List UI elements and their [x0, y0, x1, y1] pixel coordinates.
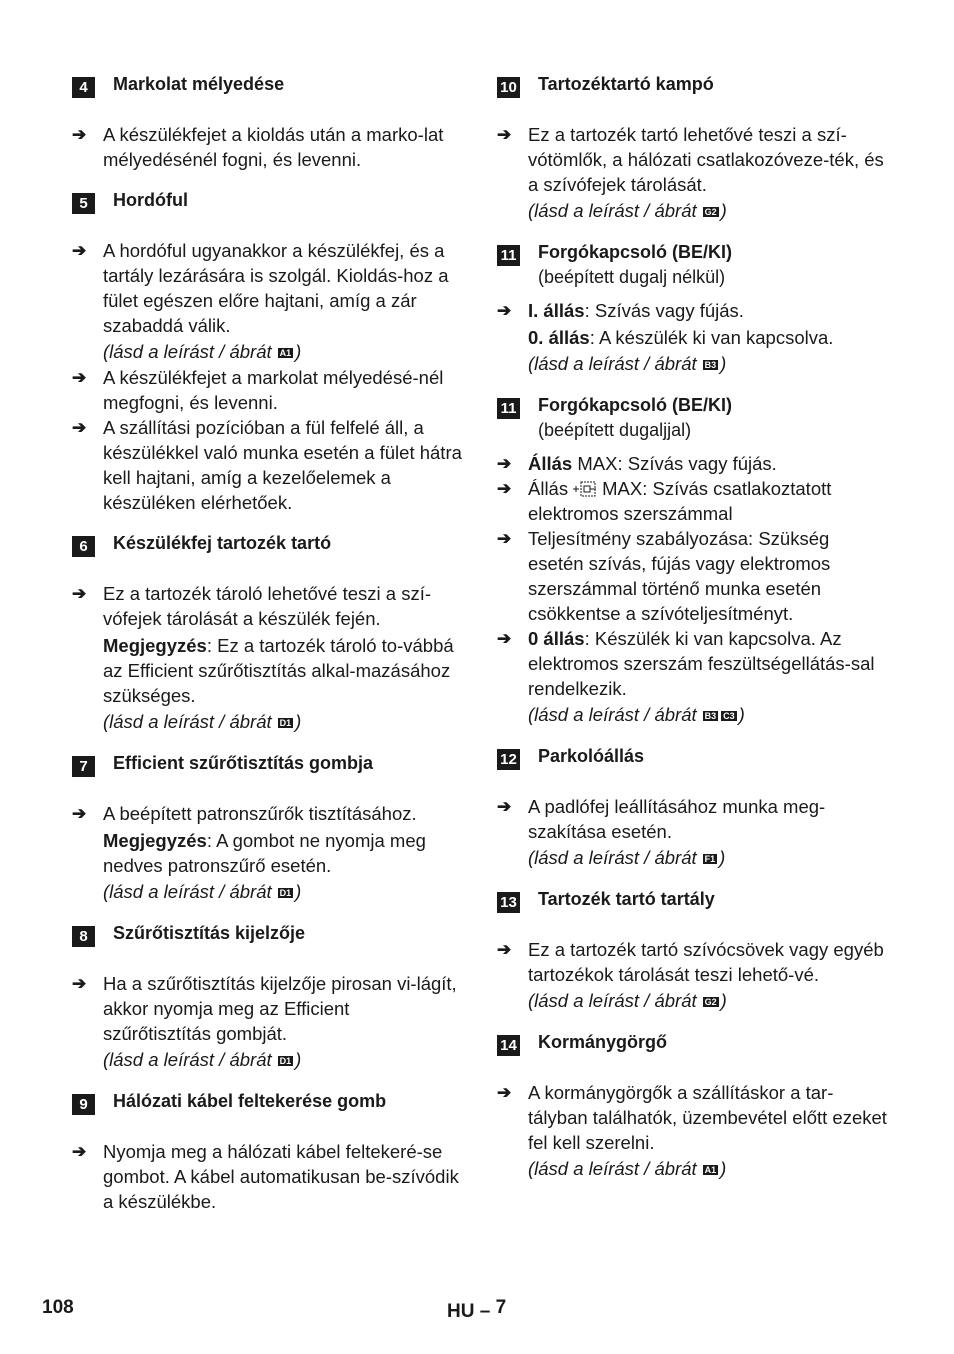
arrow-right-icon: ➔ [72, 418, 87, 437]
note: Megjegyzés: A gombot ne nyomja meg nedves patronszűrő esetén. [103, 830, 426, 876]
bullet-text: Állás MAX: Szívás vagy fújás. [528, 453, 777, 474]
section-number: 9 [72, 1094, 95, 1115]
section-number: 10 [497, 77, 520, 98]
section-number: 11 [497, 398, 520, 419]
figure-badge: D1 [279, 1056, 292, 1066]
figure-reference: (lásd a leírást / ábrát A1 ) [528, 1158, 727, 1179]
section-number: 8 [72, 926, 95, 947]
section-title: Szűrőtisztítás kijelzője [113, 923, 306, 943]
section-title: Készülékfej tartozék tartó [113, 533, 332, 553]
arrow-right-icon: ➔ [497, 479, 512, 498]
section-9 [72, 1087, 462, 1214]
figure-reference: (lásd a leírást / ábrát B3 C3 ) [528, 704, 745, 725]
arrow-right-icon: ➔ [72, 584, 87, 603]
section-title: Efficient szűrőtisztítás gombja [113, 753, 374, 773]
arrow-right-icon: ➔ [72, 125, 87, 144]
section-4 [72, 70, 462, 186]
bullet-text: A szállítási pozícióban a fül felfelé áll, a készülékkel való munka esetén a fület hátra kell hajtani, amíg a kezelőelemek a készüléken elérhetőek. [103, 417, 462, 513]
arrow-right-icon: ➔ [497, 529, 512, 548]
section-subtitle: (beépített dugalj nélkül) [538, 267, 726, 287]
section-number: 4 [72, 77, 95, 98]
section-12 [497, 742, 887, 885]
language-page-number: 7 [495, 1297, 507, 1318]
arrow-right-icon: ➔ [72, 368, 87, 387]
arrow-right-icon: ➔ [497, 940, 512, 959]
section-number: 11 [497, 245, 520, 266]
section-title: Forgókapcsoló (BE/KI) (beépített dugaljjal) [538, 393, 732, 443]
section-title: Markolat mélyedése [113, 74, 285, 94]
section-number: 7 [72, 756, 95, 777]
section-14 [497, 1028, 887, 1182]
section-8 [72, 919, 462, 1087]
section-number: 6 [72, 536, 95, 557]
section-title: Hálózati kábel feltekerése gomb [113, 1091, 387, 1111]
figure-badge: C3 [723, 711, 735, 721]
section-subtitle: (beépített dugaljjal) [538, 420, 692, 440]
figure-reference: (lásd a leírást / ábrát A1 ) [103, 341, 302, 362]
arrow-right-icon: ➔ [497, 301, 512, 320]
arrow-right-icon: ➔ [497, 125, 512, 144]
bullet-text: Állás MAX: Szívás csatlakoztatott elektromos szerszámmal [528, 478, 832, 524]
figure-reference: (lásd a leírást / ábrát F1 ) [528, 847, 726, 868]
language-page-label: HU – $^7$ [447, 1297, 507, 1322]
arrow-right-icon: ➔ [72, 1142, 87, 1161]
note: Megjegyzés: Ez a tartozék tároló to-vábbá az Efficient szűrőtisztítás alkal-mazásához szükséges. [103, 635, 454, 706]
bullet-text: A készülékfejet a kioldás után a marko-lat mélyedésénél fogni, és levenni. [103, 124, 444, 170]
section-number: 5 [72, 193, 95, 214]
arrow-right-icon: ➔ [497, 1083, 512, 1102]
arrow-right-icon: ➔ [72, 804, 87, 823]
section-title: Parkolóállás [538, 746, 645, 766]
figure-badge: D1 [279, 888, 292, 898]
section-title: Tartozék tartó tartály [538, 889, 715, 909]
figure-badge: B3 [704, 360, 717, 370]
arrow-right-icon: ➔ [72, 974, 87, 993]
bullet-text: Ez a tartozék tartó szívócsövek vagy egyéb tartozékok tárolását teszi lehető-vé. [528, 939, 884, 985]
bullet-text: Ez a tartozék tartó lehetővé teszi a szí-vótömlők, a hálózati csatlakozóveze-ték, és a szívófejek tárolását. [528, 124, 884, 195]
arrow-right-icon: ➔ [497, 629, 512, 648]
figure-badge: G2 [704, 997, 717, 1007]
figure-reference: (lásd a leírást / ábrát D1 ) [103, 881, 302, 902]
bullet-text: I. állás: Szívás vagy fújás. [528, 300, 744, 321]
section-title: Forgókapcsoló (BE/KI) (beépített dugalj nélkül) [538, 240, 732, 290]
section-10 [497, 70, 887, 238]
figure-reference: (lásd a leírást / ábrát B3 ) [528, 353, 727, 374]
section-11-without-socket [497, 238, 887, 391]
section-title: Hordóful [113, 190, 188, 210]
section-6 [72, 529, 462, 749]
figure-reference: (lásd a leírást / ábrát D1 ) [103, 1049, 302, 1070]
section-5 [72, 186, 462, 529]
power-socket-icon [572, 480, 598, 498]
bullet-text: A padlófej leállításához munka meg-szakítása esetén. [528, 796, 826, 842]
bullet-text: Teljesítmény szabályozása: Szükség esetén szívás, fújás vagy elektromos szerszámmal történő munka esetén csökkentse a szívóteljesítményt. [528, 528, 831, 624]
section-title: Kormánygörgő [538, 1032, 668, 1052]
bullet-text: 0 állás: Készülék ki van kapcsolva. Az elektromos szerszám feszültségellátás-sal rendelkezik. [528, 628, 875, 699]
section-number: 14 [497, 1035, 520, 1056]
figure-reference: (lásd a leírást / ábrát D1 ) [103, 711, 302, 732]
figure-badge: D1 [279, 718, 292, 728]
section-number: 12 [497, 749, 520, 770]
figure-badge: F1 [704, 854, 716, 864]
section-13 [497, 885, 887, 1028]
figure-badge: A1 [279, 348, 292, 358]
bullet-text: Ha a szűrőtisztítás kijelzője pirosan vi-lágít, akkor nyomja meg az Efficient szűrőtisztítás gombját. [103, 973, 457, 1044]
bullet-text: A hordóful ugyanakkor a készülékfej, és a tartály lezárására is szolgál. Kioldás-hoz a fület egészen előre hajtani, amíg a zár szabaddá válik. [103, 240, 449, 336]
arrow-right-icon: ➔ [72, 241, 87, 260]
arrow-right-icon: ➔ [497, 797, 512, 816]
figure-reference: (lásd a leírást / ábrát G2 ) [528, 990, 727, 1011]
bullet-text: A készülékfejet a markolat mélyedésé-nél megfogni, és levenni. [103, 367, 444, 413]
section-7 [72, 749, 462, 919]
bullet-text: A kormánygörgők a szállításkor a tar-tályban találhatók, üzembevétel előtt ezeket fel kell szerelni. [528, 1082, 887, 1153]
figure-badge: G2 [704, 207, 717, 217]
bullet-text: Nyomja meg a hálózati kábel feltekeré-se gombot. A kábel automatikusan be-szívódik a készülékbe. [103, 1141, 459, 1212]
left-column [72, 70, 462, 1214]
page-number: 108 [42, 1297, 74, 1318]
figure-badge: A1 [704, 1165, 717, 1175]
bullet-text: Ez a tartozék tároló lehetővé teszi a szí-vófejek tárolását a készülék fején. [103, 583, 432, 629]
figure-reference: (lásd a leírást / ábrát G2 ) [528, 200, 727, 221]
note: 0. állás: A készülék ki van kapcsolva. [528, 327, 834, 348]
bullet-text: A beépített patronszűrők tisztításához. [103, 803, 417, 824]
section-title: Tartozéktartó kampó [538, 74, 714, 94]
section-number: 13 [497, 892, 520, 913]
figure-badge: B3 [704, 711, 717, 721]
arrow-right-icon: ➔ [497, 454, 512, 473]
section-11-with-socket [497, 391, 887, 742]
right-column [497, 70, 887, 1182]
